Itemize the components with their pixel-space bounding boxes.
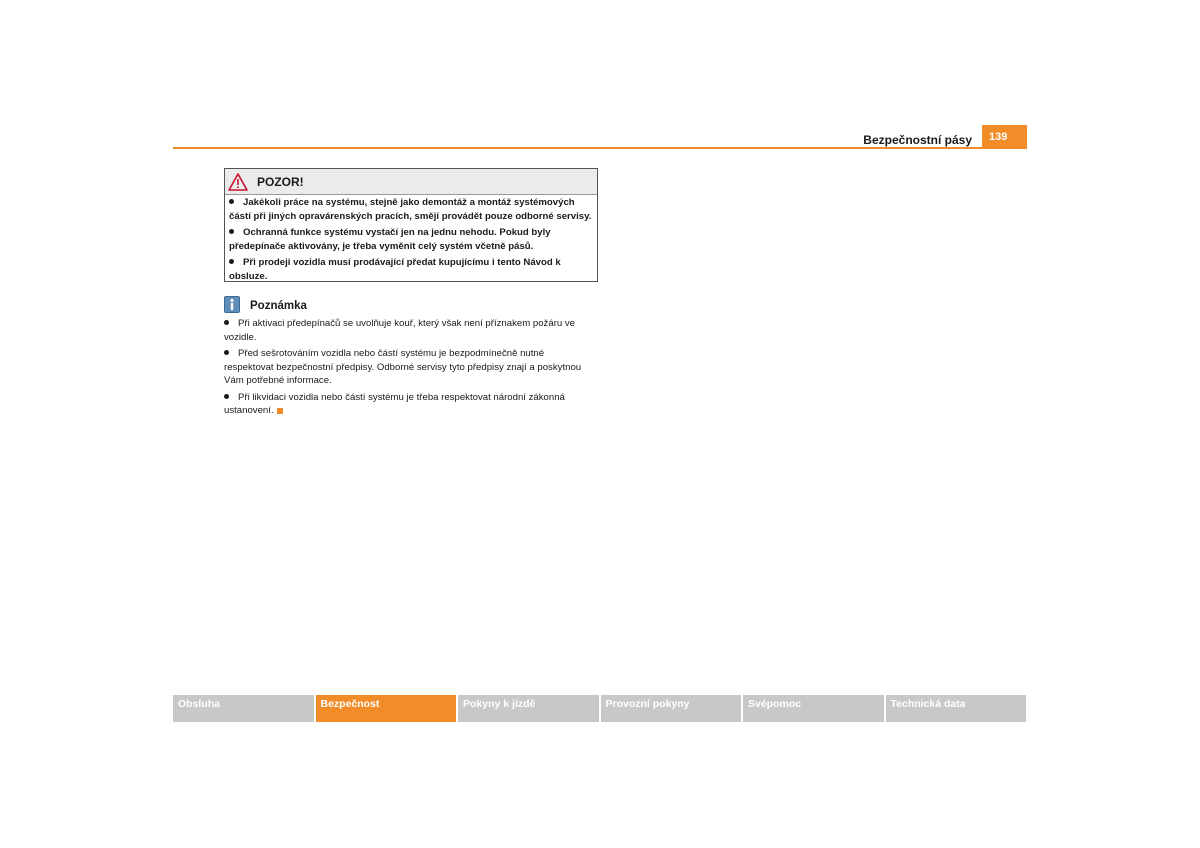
- bullet-icon: [224, 320, 229, 325]
- bullet-icon: [224, 394, 229, 399]
- warning-item: [229, 226, 594, 253]
- warning-box: [224, 168, 598, 282]
- note-item: [224, 317, 596, 344]
- bullet-icon: [229, 259, 234, 264]
- bullet-icon: [224, 350, 229, 355]
- footer-tab-technicka-data[interactable]: Technická data: [886, 695, 1027, 722]
- footer-nav: [173, 695, 1026, 722]
- warning-triangle-icon: [228, 172, 250, 192]
- section-end-icon: [277, 408, 283, 414]
- bullet-icon: [229, 229, 234, 234]
- footer-tab-obsluha[interactable]: Obsluha: [173, 695, 314, 722]
- header-rule: [173, 147, 1026, 149]
- info-icon: [224, 296, 240, 313]
- note-item-text: Před sešrotováním vozidla nebo částí systému je bezpodmínečně nutné respektovat bezpečnostní předpisy. Odborné servisy tyto předpisy znají a poskytnou Vám potřebné informace.: [224, 348, 582, 386]
- note-title: Poznámka: [250, 300, 307, 312]
- page-number: 139: [982, 125, 1027, 149]
- warning-item: [229, 256, 594, 283]
- warning-item: [229, 196, 594, 223]
- note-body: [224, 317, 596, 421]
- note-item: [224, 347, 596, 388]
- note-item: [224, 391, 596, 418]
- footer-tab-provozni-pokyny[interactable]: Provozní pokyny: [601, 695, 742, 722]
- footer-tab-bezpecnost[interactable]: Bezpečnost: [316, 695, 457, 722]
- warning-item-text: Při prodeji vozidla musí prodávající předat kupujícímu i tento Návod k obsluze.: [229, 257, 561, 282]
- warning-body: [225, 195, 597, 283]
- footer-tab-pokyny-k-jizde[interactable]: Pokyny k jízdě: [458, 695, 599, 722]
- warning-item-text: Ochranná funkce systému vystačí jen na jednu nehodu. Pokud byly předepínače aktivovány, je třeba vyměnit celý systém včetně pásů.: [229, 227, 551, 252]
- bullet-icon: [229, 199, 234, 204]
- note-item-text: Při likvidaci vozidla nebo částí systému je třeba respektovat národní zákonná ustanovení.: [224, 391, 565, 416]
- note-item-text: Při aktivaci předepínačů se uvolňuje kouř, který však není příznakem požáru ve vozidle.: [224, 318, 576, 343]
- section-title: Bezpečnostní pásy: [863, 133, 972, 147]
- warning-header: [225, 169, 597, 195]
- warning-title: POZOR!: [257, 174, 304, 189]
- footer-tab-svepomoc[interactable]: Svépomoc: [743, 695, 884, 722]
- warning-item-text: Jakékoli práce na systému, stejně jako demontáž a montáž systémových částí při jiných opravárenských pracích, smějí provádět pouze odborné servisy.: [229, 197, 592, 222]
